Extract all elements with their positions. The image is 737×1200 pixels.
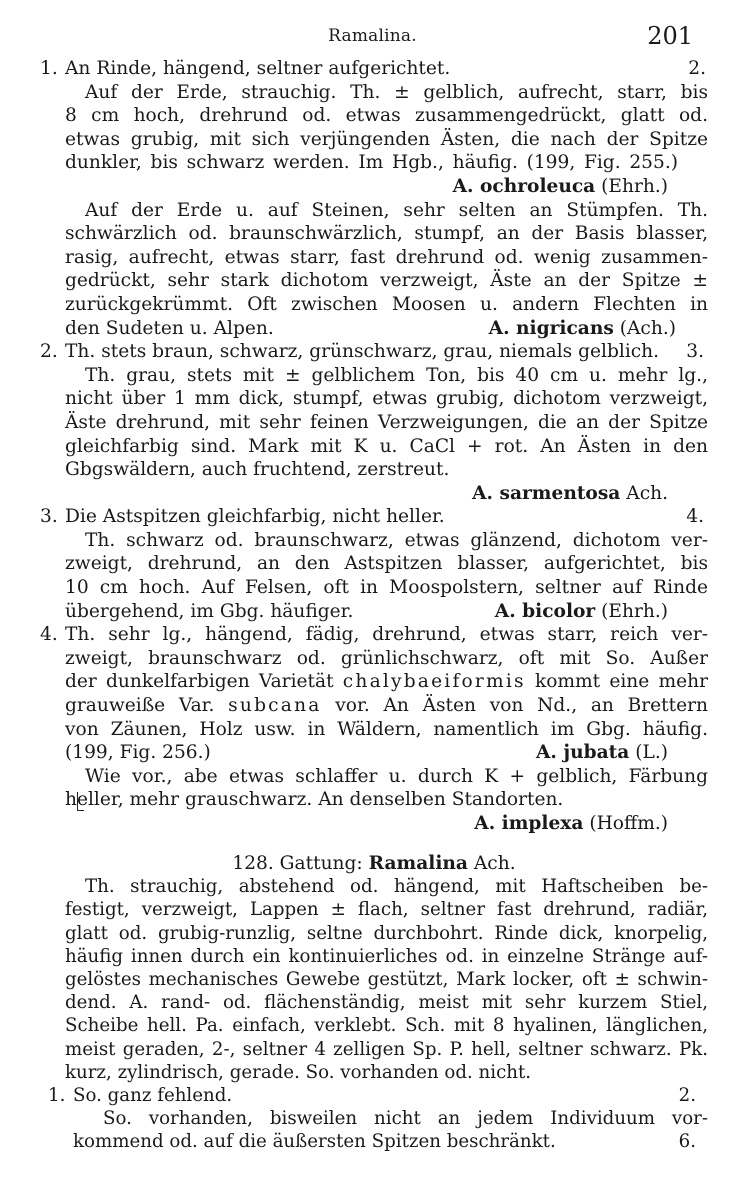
text-line: glatt od. grubig-runzlig, seltne durchbohrt. Rinde dick, knorpelig, bbox=[65, 922, 708, 944]
species-name: A. jubata bbox=[535, 742, 630, 764]
text-line: den Sudeten u. Alpen. bbox=[65, 317, 274, 339]
text-fragment: der dunkelfarbigen Varietät bbox=[65, 671, 343, 693]
text-line: Auf der Erde, strauchig. Th. ± gelblich, aufrecht, starr, bis bbox=[85, 81, 708, 103]
text-line: So. vorhanden, bisweilen nicht an jedem Individuum vor- bbox=[103, 1108, 708, 1130]
key-text: Die Astspitzen gleichfarbig, nicht heller. bbox=[65, 506, 445, 528]
text-line: zurückgekrümmt. Oft zwischen Moosen u. andern Flechten in bbox=[65, 293, 708, 315]
text-line: gelöstes mechanisches Gewebe gestützt, Mark locker, oft ± schwin- bbox=[65, 968, 708, 990]
text-line: 10 cm hoch. Auf Felsen, oft in Moospolstern, seltner auf Rinde bbox=[65, 577, 708, 599]
text-line: dunkler, bis schwarz werden. Im Hgb., häufig. (199, Fig. 255.) bbox=[65, 152, 678, 174]
text-line: zweigt, braunschwarz od. grünlichschwarz, oft mit So. Außer bbox=[65, 647, 708, 669]
text-line: Th. grau, stets mit ± gelblichem Ton, bis 40 cm u. mehr lg., bbox=[85, 364, 708, 386]
variety-line bbox=[65, 694, 708, 718]
text-line-with-species bbox=[40, 600, 708, 624]
species-author: (Ehrh.) bbox=[601, 600, 668, 622]
page-body bbox=[40, 57, 708, 1153]
text-line: (199, Fig. 256.) bbox=[65, 742, 211, 764]
text-line: Wie vor., abe etwas schlaffer u. durch K + gelblich, Färbung bbox=[85, 765, 708, 787]
text-line: schwärzlich od. braunschwärzlich, stumpf, an der Basis blasser, bbox=[65, 223, 708, 245]
text-line: Scheibe hell. Pa. einfach, verklebt. Sch. mit 8 hyalinen, länglichen, bbox=[65, 1015, 708, 1037]
key-line bbox=[40, 623, 708, 647]
key-number: 1. bbox=[40, 58, 58, 79]
genus-heading bbox=[40, 852, 708, 876]
running-title: Ramalina. bbox=[328, 26, 417, 46]
text-fragment: heller, mehr grauschwarz. An denselben Standorten. bbox=[65, 789, 564, 811]
key-text: Th. sehr lg., hängend, fädig, drehrund, etwas starr, reich ver- bbox=[65, 624, 708, 646]
key-line bbox=[40, 57, 708, 81]
species-author: (Ehrh.) bbox=[601, 175, 668, 197]
key-goto: 2. bbox=[688, 58, 706, 79]
text-line-with-goto bbox=[40, 1130, 708, 1153]
text-line: festigt, verzweigt, Lappen ± flach, seltner fast drehrund, radiär, bbox=[65, 899, 708, 921]
species-name: A. ochroleuca bbox=[452, 175, 596, 197]
variety-name: chalybaeiformis bbox=[342, 671, 526, 693]
species-line bbox=[40, 482, 708, 506]
text-line: meist geraden, 2-, seltner 4 zelligen Sp. P. hell, seltner schwarz. Pk. bbox=[65, 1038, 708, 1060]
text-line: etwas grubig, mit sich verjüngenden Ästen, die nach der Spitze bbox=[65, 128, 708, 150]
key-text: An Rinde, hängend, seltner aufgerichtet. bbox=[65, 58, 451, 79]
species-ref bbox=[495, 600, 668, 624]
key-line bbox=[40, 505, 708, 529]
text-line: übergehend, im Gbg. häufiger. bbox=[65, 600, 354, 622]
text-line: Auf der Erde u. auf Steinen, sehr selten an Stümpfen. Th. bbox=[85, 199, 708, 221]
text-line-with-species bbox=[40, 317, 708, 341]
species-name: A. sarmentosa bbox=[472, 482, 621, 504]
text-line: von Zäunen, Holz usw. in Wäldern, namentlich im Gbg. häufig. bbox=[65, 718, 708, 740]
species-ref bbox=[489, 317, 676, 341]
key-number: 1. bbox=[48, 1084, 66, 1106]
text-line: kommend od. auf die äußersten Spitzen beschränkt. bbox=[73, 1131, 556, 1153]
text-line: zweigt, drehrund, an den Astspitzen blasser, aufgerichtet, bis bbox=[65, 553, 708, 575]
text-fragment: grauweiße Var. bbox=[65, 695, 229, 717]
species-name: A. bicolor bbox=[494, 600, 596, 622]
species-line bbox=[40, 812, 708, 836]
section-gap bbox=[40, 836, 708, 852]
text-line-with-species bbox=[40, 741, 708, 765]
text-line: Äste drehrund, mit sehr feinen Verzweigungen, die an der Spitze bbox=[65, 411, 708, 433]
genus-author: Ach. bbox=[473, 852, 516, 874]
species-author: (Ach.) bbox=[619, 317, 676, 339]
key-text: Th. stets braun, schwarz, grünschwarz, grau, niemals gelblich. bbox=[65, 341, 660, 363]
key-goto: 2. bbox=[678, 1084, 696, 1106]
species-ref bbox=[536, 741, 668, 765]
key-line bbox=[40, 340, 708, 364]
key-number: 3. bbox=[40, 506, 58, 528]
text-line: Gbgswäldern, auch fruchtend, zerstreut. bbox=[65, 459, 450, 481]
text-line: gleichfarbig sind. Mark mit K u. CaCl + rot. An Ästen in den bbox=[65, 435, 708, 457]
species-name: A. nigricans bbox=[488, 317, 614, 339]
page-header bbox=[40, 22, 705, 54]
genus-name: Ramalina bbox=[368, 852, 468, 874]
text-line: dend. A. rand- od. flächenständig, meist mit sehr kurzem Stiel, bbox=[65, 992, 708, 1014]
key-goto: 3. bbox=[686, 341, 704, 363]
text-line: 8 cm hoch, drehrund od. etwas zusammengedrückt, glatt od. bbox=[65, 105, 708, 127]
species-line bbox=[40, 175, 708, 199]
text-line: rasig, aufrecht, etwas starr, fast drehrund od. wenig zusammen- bbox=[65, 246, 708, 268]
species-author: (L.) bbox=[635, 742, 668, 764]
variety-line bbox=[65, 670, 708, 694]
text-line bbox=[65, 788, 708, 812]
species-author: Ach. bbox=[626, 482, 668, 504]
text-line: nicht über 1 mm dick, stumpf, etwas grubig, dichotom verzweigt, bbox=[65, 388, 708, 410]
page-number: 201 bbox=[647, 22, 693, 50]
species-name: A. implexa bbox=[474, 813, 584, 834]
key-goto: 4. bbox=[686, 506, 704, 528]
key-text: So. ganz fehlend. bbox=[73, 1084, 233, 1106]
text-line: kurz, zylindrisch, gerade. So. vorhanden od. nicht. bbox=[65, 1061, 532, 1083]
text-fragment: kommt eine mehr bbox=[525, 671, 709, 693]
text-line: häufig innen durch ein kontinuierliches od. in einzelne Stränge auf- bbox=[65, 945, 708, 967]
variety-name: subcana bbox=[228, 695, 322, 717]
genus-prefix: 128. Gattung: bbox=[232, 852, 363, 874]
key-number: 2. bbox=[40, 341, 58, 363]
key-line bbox=[40, 1084, 708, 1107]
text-line: Th. strauchig, abstehend od. hängend, mit Haftscheiben be- bbox=[85, 876, 708, 898]
text-line: gedrückt, sehr stark dichotom verzweigt, Äste an der Spitze ± bbox=[65, 270, 708, 292]
key-goto: 6. bbox=[678, 1131, 696, 1153]
text-line: Th. schwarz od. braunschwarz, etwas glänzend, dichotom ver- bbox=[85, 529, 708, 551]
key-number: 4. bbox=[40, 624, 58, 646]
bracket-mark bbox=[77, 792, 84, 811]
text-fragment: vor. An Ästen von Nd., an Brettern bbox=[321, 695, 708, 717]
species-author: (Hoffm.) bbox=[589, 813, 668, 834]
